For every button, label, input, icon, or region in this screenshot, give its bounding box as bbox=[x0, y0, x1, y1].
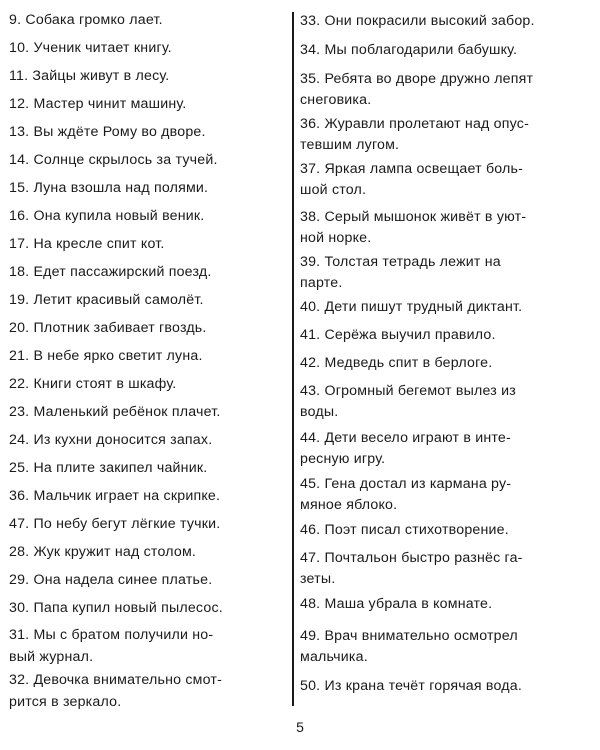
left-sentence-23-line-1: 31. Мы с братом получили но- bbox=[9, 627, 214, 643]
left-sentence-22-line-1: 30. Папа купил новый пылесос. bbox=[9, 600, 223, 616]
left-sentence-14-line-1: 22. Книги стоят в шкафу. bbox=[9, 376, 177, 392]
right-sentence-1-line-1: 33. Они покрасили высокий забор. bbox=[300, 13, 535, 29]
right-sentence-6-line-2: ной норке. bbox=[300, 230, 372, 246]
left-sentence-18-line-1: 36. Мальчик играет на скрипке. bbox=[9, 488, 221, 504]
left-sentence-15-line-1: 23. Маленький ребёнок плачет. bbox=[9, 404, 221, 420]
left-sentence-20-line-1: 28. Жук кружит над столом. bbox=[9, 544, 197, 560]
left-sentence-6-line-1: 14. Солнце скрылось за тучей. bbox=[9, 152, 218, 168]
right-sentence-15-line-2: зеты. bbox=[300, 571, 336, 587]
right-sentence-14-line-1: 46. Поэт писал стихотворение. bbox=[300, 522, 509, 538]
right-sentence-7-line-2: парте. bbox=[300, 275, 343, 291]
right-sentence-12-line-1: 44. Дети весело играют в инте- bbox=[300, 430, 511, 446]
right-sentence-12-line-2: ресную игру. bbox=[300, 451, 386, 467]
right-sentence-7-line-1: 39. Толстая тетрадь лежит на bbox=[300, 254, 501, 270]
left-sentence-19-line-1: 47. По небу бегут лёгкие тучки. bbox=[9, 516, 221, 532]
right-sentence-16-line-1: 48. Маша убрала в комнате. bbox=[300, 596, 493, 612]
column-divider bbox=[292, 12, 294, 706]
right-sentence-8-line-1: 40. Дети пишут трудный диктант. bbox=[300, 299, 523, 315]
left-sentence-16-line-1: 24. Из кухни доносится запах. bbox=[9, 432, 213, 448]
right-sentence-2-line-1: 34. Мы поблагодарили бабушку. bbox=[300, 42, 518, 58]
left-sentence-10-line-1: 18. Едет пассажирский поезд. bbox=[9, 264, 212, 280]
right-sentence-10-line-1: 42. Медведь спит в берлоге. bbox=[300, 355, 493, 371]
left-sentence-2-line-1: 10. Ученик читает книгу. bbox=[9, 40, 172, 56]
left-sentence-5-line-1: 13. Вы ждёте Рому во дворе. bbox=[9, 124, 206, 140]
right-sentence-6-line-1: 38. Серый мышонок живёт в уют- bbox=[300, 209, 527, 225]
right-sentence-9-line-1: 41. Серёжа выучил правило. bbox=[300, 327, 496, 343]
left-sentence-9-line-1: 17. На кресле спит кот. bbox=[9, 236, 165, 252]
left-sentence-4-line-1: 12. Мастер чинит машину. bbox=[9, 96, 187, 112]
right-sentence-5-line-2: шой стол. bbox=[300, 182, 367, 198]
right-sentence-3-line-1: 35. Ребята во дворе дружно лепят bbox=[300, 71, 534, 87]
right-sentence-15-line-1: 47. Почтальон быстро разнёс га- bbox=[300, 550, 523, 566]
right-sentence-5-line-1: 37. Яркая лампа освещает боль- bbox=[300, 161, 524, 177]
right-sentence-18-line-1: 50. Из крана течёт горячая вода. bbox=[300, 678, 522, 694]
right-sentence-11-line-1: 43. Огромный бегемот вылез из bbox=[300, 383, 516, 399]
right-sentence-11-line-2: воды. bbox=[300, 404, 339, 420]
left-sentence-1-line-1: 9. Собака громко лает. bbox=[9, 12, 163, 28]
left-sentence-7-line-1: 15. Луна взошла над полями. bbox=[9, 180, 209, 196]
right-sentence-4-line-1: 36. Журавли пролетают над опус- bbox=[300, 116, 529, 132]
right-sentence-17-line-1: 49. Врач внимательно осмотрел bbox=[300, 628, 518, 644]
left-sentence-23-line-2: вый журнал. bbox=[9, 649, 94, 665]
left-sentence-11-line-1: 19. Летит красивый самолёт. bbox=[9, 292, 204, 308]
left-sentence-12-line-1: 20. Плотник забивает гвоздь. bbox=[9, 320, 207, 336]
right-sentence-13-line-2: мяное яблоко. bbox=[300, 497, 398, 513]
left-sentence-8-line-1: 16. Она купила новый веник. bbox=[9, 208, 205, 224]
left-sentence-24-line-2: рится в зеркало. bbox=[9, 694, 122, 710]
right-sentence-4-line-2: тевшим лугом. bbox=[300, 137, 400, 153]
right-sentence-17-line-2: мальчика. bbox=[300, 649, 368, 665]
left-sentence-3-line-1: 11. Зайцы живут в лесу. bbox=[9, 68, 170, 84]
right-sentence-13-line-1: 45. Гена достал из кармана ру- bbox=[300, 476, 512, 492]
left-sentence-24-line-1: 32. Девочка внимательно смот- bbox=[9, 672, 223, 688]
left-sentence-21-line-1: 29. Она надела синее платье. bbox=[9, 572, 213, 588]
left-sentence-13-line-1: 21. В небе ярко светит луна. bbox=[9, 348, 203, 364]
right-sentence-3-line-2: снеговика. bbox=[300, 92, 372, 108]
page-number: 5 bbox=[296, 719, 304, 735]
left-sentence-17-line-1: 25. На плите закипел чайник. bbox=[9, 460, 208, 476]
